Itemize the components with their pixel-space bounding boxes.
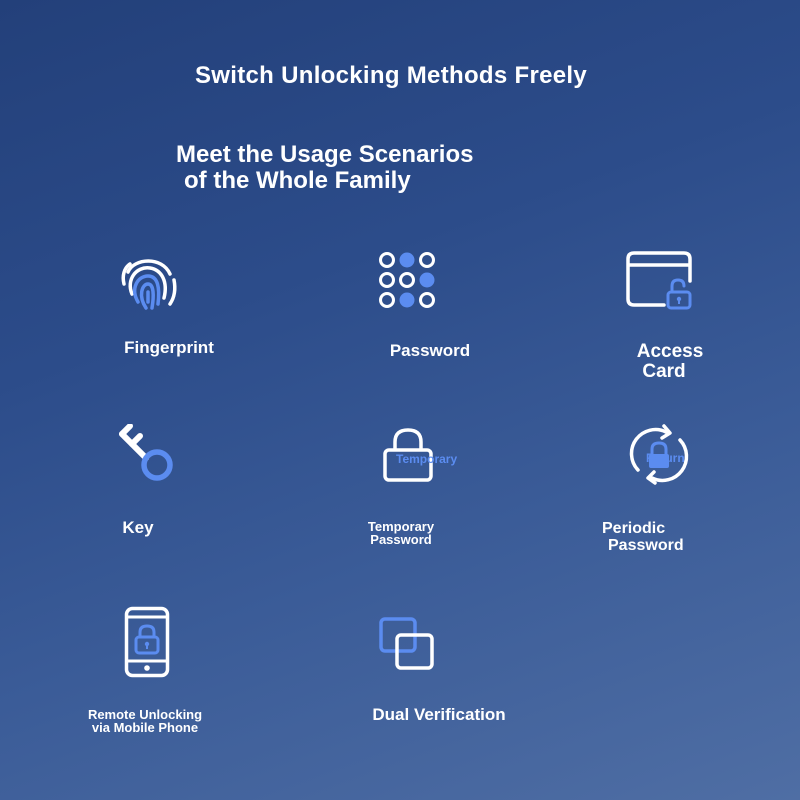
subtitle-line-2: of the Whole Family: [184, 167, 411, 194]
method-label: Password: [389, 341, 471, 360]
access-card-icon: [626, 251, 694, 311]
method-label-line-1: Periodic: [602, 520, 666, 537]
method-label: Dual Verification: [372, 705, 506, 724]
method-label-line-1: Remote Unlocking: [87, 707, 203, 722]
mobile-phone-icon: [124, 606, 170, 678]
method-label-group: [620, 342, 720, 382]
method-label: Key: [122, 518, 154, 537]
method-label-line-1: Temporary: [367, 519, 435, 534]
dual-verification-icon: [378, 616, 436, 672]
method-label-group: [600, 520, 710, 554]
subtitle-line-1: Meet the Usage Scenarios: [176, 141, 474, 168]
method-label-line-2: Password: [370, 532, 432, 547]
page-title: Switch Unlocking Methods Freely: [194, 62, 588, 89]
page-subtitle: [176, 142, 473, 194]
return-overlay-text: Return: [646, 451, 685, 465]
method-label-line-2: Card: [642, 361, 686, 382]
keypad-icon: [378, 251, 436, 309]
method-label-line-1: Access: [636, 341, 704, 362]
method-label-line-2: via Mobile Phone: [91, 720, 199, 735]
method-label-line-2: Password: [608, 537, 684, 554]
method-label-group: [346, 520, 456, 546]
fingerprint-icon: [116, 250, 180, 312]
temporary-overlay-text: Temporary: [396, 452, 458, 466]
method-label: Fingerprint: [124, 338, 214, 357]
method-label-group: [70, 708, 220, 734]
key-icon: [118, 424, 178, 484]
